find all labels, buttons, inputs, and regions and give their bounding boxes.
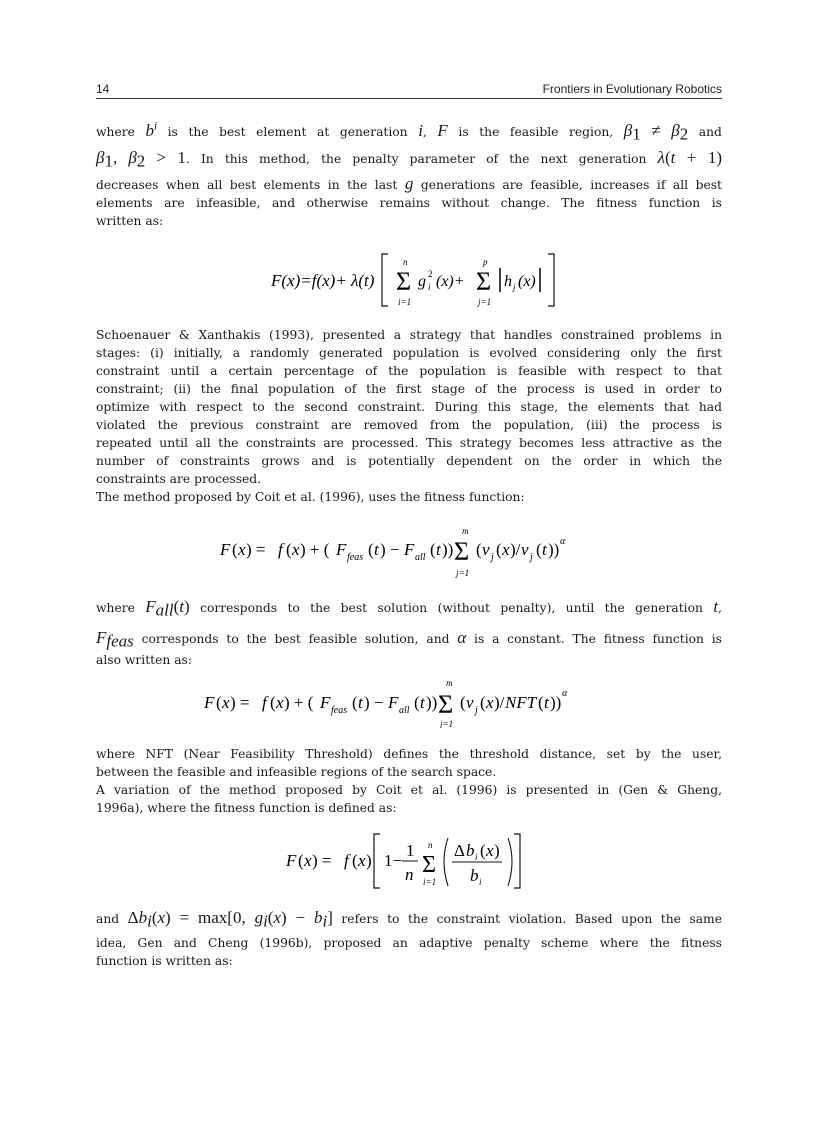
svg-text:j: j [491, 552, 494, 563]
svg-text:) =: ) = [246, 540, 266, 559]
text-line: repeated until all the constraints are processed. This strategy becomes less attractive as the [96, 436, 722, 450]
text-line: A variation of the method proposed by Coit et al. (1996) is presented in (Gen & Gheng, [96, 783, 722, 797]
text-line: and $\Delta b_i(x) = \max[0$, $g_i(x) - b_i$] refers to the constraint violation. Based upon the same [96, 908, 722, 931]
svg-text:F: F [404, 540, 415, 559]
svg-text:x: x [304, 851, 312, 870]
svg-text:x: x [486, 841, 494, 860]
book-title: Frontiers in Evolutionary Robotics [542, 82, 722, 96]
svg-text:(: ( [298, 851, 304, 870]
svg-text:(: ( [480, 841, 486, 860]
svg-text:)): )) [426, 693, 438, 712]
svg-text:α: α [562, 688, 568, 699]
svg-text:(: ( [496, 540, 502, 559]
svg-text:f: f [278, 540, 283, 559]
paragraph-nft [96, 745, 722, 817]
svg-text:n: n [403, 257, 408, 267]
text-line: decreases when all best elements in the last g generations are feasible, increases if all best [96, 174, 722, 193]
paragraph-adaptive [96, 906, 722, 931]
header-rule [96, 98, 722, 99]
svg-text:)/: )/ [510, 540, 521, 559]
text-line: violated the previous constraint are removed from the population, (iii) the process is [96, 418, 722, 432]
paragraph-intro-cont [96, 175, 722, 230]
svg-text:j: j [530, 552, 533, 563]
text-line: constraint; (ii) the final population of the first stage of the process is used in order to [96, 382, 722, 396]
svg-text:) + (: ) + ( [300, 540, 330, 559]
svg-text:) =: ) = [230, 693, 250, 712]
svg-text:t: t [436, 540, 441, 559]
paragraph-schoenauer [96, 326, 722, 506]
paragraph-intro [96, 118, 722, 172]
svg-text:x: x [502, 540, 510, 559]
svg-text:) =: ) = [312, 851, 332, 870]
svg-text:1: 1 [406, 841, 415, 860]
svg-text:v: v [466, 693, 474, 712]
text-line: also written as: [96, 653, 192, 667]
svg-text:j=1: j=1 [440, 719, 454, 728]
svg-text:all: all [415, 552, 426, 563]
svg-text:(: ( [430, 540, 436, 559]
svg-text:j=1: j=1 [478, 297, 492, 307]
text-line: where $F_{all}(t)$ corresponds to the best solution (without penalty), until the generation t, [96, 597, 722, 620]
svg-text:j: j [513, 282, 516, 292]
svg-text:i=1: i=1 [398, 297, 412, 307]
svg-text:F: F [388, 693, 399, 712]
equation-penalty-svg [96, 248, 722, 312]
svg-text:Δ: Δ [454, 841, 465, 860]
text-line: $\beta_1$, $\beta_2 > 1$. In this method, the penalty parameter of the next generation λ(t + 1) [96, 148, 722, 171]
svg-text:(: ( [352, 851, 358, 870]
svg-text:feas: feas [347, 552, 364, 563]
svg-text:x: x [486, 693, 494, 712]
svg-text:F: F [336, 540, 347, 559]
svg-text:t: t [544, 693, 549, 712]
svg-text:F: F [204, 693, 215, 712]
text-line: 1996a), where the fitness function is defined as: [96, 801, 397, 815]
svg-text:) −: ) − [364, 693, 384, 712]
svg-text:F(x)=f(x)+ λ(t): F(x)=f(x)+ λ(t) [271, 271, 375, 290]
svg-text:)/: )/ [494, 693, 505, 712]
svg-text:feas: feas [331, 705, 348, 716]
text-line: idea, Gen and Cheng (1996b), proposed an adaptive penalty scheme where the fitness [96, 936, 722, 950]
equation-gen-gheng [96, 828, 722, 897]
text-line: elements are infeasible, and otherwise remains without change. The fitness function is [96, 196, 722, 210]
svg-text:(x)+: (x)+ [436, 273, 465, 290]
svg-text:): ) [366, 851, 372, 870]
text-line: constraint until a certain percentage of the population is feasible with respect to that [96, 364, 722, 378]
svg-text:Σ: Σ [422, 852, 436, 878]
svg-text:p: p [483, 257, 488, 267]
svg-text:) −: ) − [380, 540, 400, 559]
svg-text:x: x [292, 540, 300, 559]
svg-text:j=1: j=1 [456, 568, 470, 578]
svg-text:g: g [418, 273, 426, 290]
svg-text:x: x [276, 693, 284, 712]
svg-text:F: F [320, 693, 331, 712]
svg-text:(: ( [414, 693, 420, 712]
svg-text:m: m [446, 678, 453, 688]
equation-coit [96, 522, 722, 585]
equation-coit-svg [96, 522, 722, 580]
svg-text:F: F [220, 540, 231, 559]
text-line: stages: (i) initially, a randomly generated population is evolved considering only the first [96, 346, 722, 360]
text-line: Schoenauer & Xanthakis (1993), presented a strategy that handles constrained problems in [96, 328, 722, 342]
svg-text:all: all [399, 705, 410, 716]
svg-text:2: 2 [428, 269, 433, 279]
svg-text:i: i [428, 282, 431, 292]
text-line: between the feasible and infeasible regions of the search space. [96, 765, 497, 779]
text-line: where $b^i$ is the best element at generation i, F is the feasible region, $\beta_1 \ne \beta_2$ and [96, 120, 722, 144]
svg-text:x: x [238, 540, 246, 559]
svg-text:)): )) [548, 540, 560, 559]
paragraph-coit-def-cont [96, 651, 722, 669]
text-line: written as: [96, 214, 164, 228]
svg-text:(: ( [352, 693, 358, 712]
svg-text:Σ: Σ [396, 267, 412, 296]
svg-text:(: ( [270, 693, 276, 712]
text-line: number of constraints grows and is potentially dependent on the order in which the [96, 454, 722, 468]
paragraph-adaptive-cont [96, 934, 722, 970]
svg-text:x: x [358, 851, 366, 870]
svg-text:F: F [286, 851, 297, 870]
svg-text:Σ: Σ [476, 267, 492, 296]
svg-text:x: x [222, 693, 230, 712]
equation-gen-gheng-svg [96, 828, 722, 892]
svg-text:t: t [420, 693, 425, 712]
svg-text:i: i [475, 852, 478, 862]
running-header [96, 82, 722, 98]
text-line: The method proposed by Coit et al. (1996), uses the fitness function: [96, 490, 525, 504]
svg-text:(: ( [536, 540, 542, 559]
svg-text:v: v [521, 540, 529, 559]
svg-text:(: ( [216, 693, 222, 712]
svg-text:1−: 1− [384, 851, 403, 870]
svg-text:(: ( [368, 540, 374, 559]
svg-text:(: ( [232, 540, 238, 559]
svg-text:Σ: Σ [454, 537, 470, 566]
svg-text:h: h [504, 273, 512, 290]
svg-text:v: v [482, 540, 490, 559]
svg-text:m: m [462, 526, 469, 536]
svg-text:(: ( [286, 540, 292, 559]
page-number: 14 [96, 82, 110, 96]
svg-text:i: i [479, 877, 482, 887]
text-line: $F_{feas}$ corresponds to the best feasible solution, and α is a constant. The fitness function is [96, 628, 722, 651]
svg-text:i=1: i=1 [423, 877, 437, 887]
equation-nft-svg [96, 670, 722, 728]
svg-text:n: n [428, 840, 433, 850]
svg-text:j: j [475, 705, 478, 716]
text-line: function is written as: [96, 954, 233, 968]
svg-text:f: f [344, 851, 349, 870]
svg-text:α: α [560, 536, 566, 547]
svg-text:): ) [494, 841, 500, 860]
svg-text:t: t [374, 540, 379, 559]
svg-text:f: f [262, 693, 267, 712]
text-line: where NFT (Near Feasibility Threshold) defines the threshold distance, set by the user, [96, 747, 722, 761]
svg-text:t: t [358, 693, 363, 712]
svg-text:)): )) [442, 540, 454, 559]
text-line: constraints are processed. [96, 472, 262, 486]
svg-text:(x): (x) [518, 273, 536, 290]
equation-penalty [96, 248, 722, 317]
svg-text:)): )) [550, 693, 562, 712]
paragraph-coit-def [96, 592, 722, 654]
svg-text:Σ: Σ [438, 690, 454, 719]
svg-text:(: ( [538, 693, 544, 712]
svg-text:) + (: ) + ( [284, 693, 314, 712]
text-line: optimize with respect to the second constraint. During this stage, the elements that had [96, 400, 722, 414]
svg-text:(: ( [480, 693, 486, 712]
equation-nft [96, 670, 722, 733]
svg-text:b: b [466, 841, 475, 860]
svg-text:NFT: NFT [505, 693, 537, 712]
svg-text:(: ( [460, 693, 466, 712]
svg-text:t: t [542, 540, 547, 559]
svg-text:(: ( [476, 540, 482, 559]
svg-text:n: n [405, 865, 414, 884]
svg-text:b: b [470, 866, 479, 885]
